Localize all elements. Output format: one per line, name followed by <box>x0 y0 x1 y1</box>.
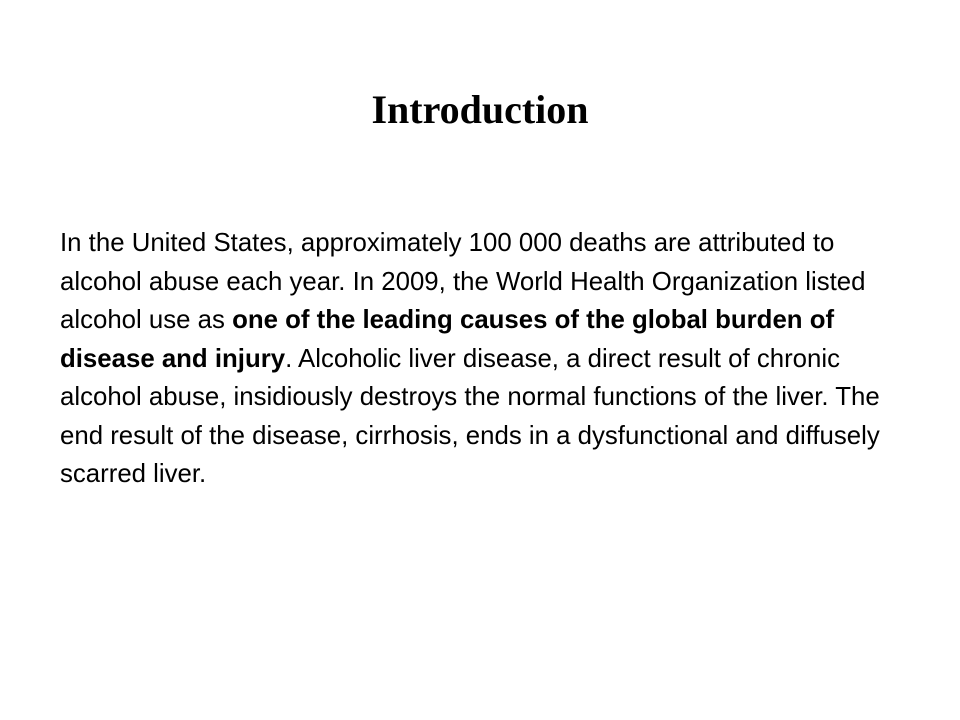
paragraph-text-start: In the United States, approximately 100 000 deaths are attributed to alcohol abuse each year. In 2009, the World Health Organization listed alcohol use as <box>60 229 866 334</box>
slide-title: Introduction <box>371 87 589 132</box>
paragraph-emphasis: one of the leading causes of the global burden of disease and injury <box>60 306 835 373</box>
intro-paragraph <box>60 224 910 494</box>
paragraph-text-end: . Alcoholic liver disease, a direct result of chronic alcohol abuse, insidiously destroys the normal functions of the liver. The end result of the disease, cirrhosis, ends in a dysfunctional and diffusely scarred liver. <box>60 344 880 488</box>
